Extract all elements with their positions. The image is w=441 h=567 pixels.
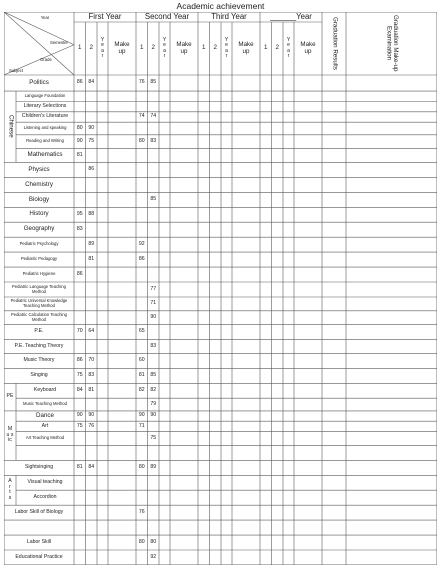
subject-label: Keyboard bbox=[33, 387, 57, 394]
subject-label: Children's Literature bbox=[21, 113, 69, 120]
grade-cell: 79 bbox=[150, 400, 157, 407]
grade-cell: 81 bbox=[88, 387, 95, 394]
grade-cell: 90 bbox=[76, 137, 83, 144]
grade-cell: 85 bbox=[150, 372, 157, 379]
subject-group-label: Chinese bbox=[7, 115, 15, 139]
page-title: Academic achievement bbox=[176, 1, 265, 11]
subject-label: Mathematics bbox=[27, 151, 63, 159]
grade-cell: 86 bbox=[76, 270, 83, 277]
semester-2-header: 2 bbox=[213, 44, 217, 52]
grade-cell: 75 bbox=[76, 422, 83, 429]
grade-cell: 80 bbox=[76, 124, 83, 131]
semester-1-header: 1 bbox=[202, 44, 206, 52]
year-total-header: Y e a r bbox=[162, 37, 167, 59]
subject-label: P.E. bbox=[34, 328, 44, 335]
grade-cell: 83 bbox=[150, 137, 157, 144]
grade-cell: 80 bbox=[138, 137, 145, 144]
subject-label: Dance bbox=[36, 411, 54, 419]
subject-label: Physics bbox=[28, 165, 50, 173]
grade-cell: 60 bbox=[138, 357, 145, 364]
grade-cell: 70 bbox=[76, 328, 83, 335]
grade-cell: 81 bbox=[88, 255, 95, 262]
grade-cell: 86 bbox=[76, 357, 83, 364]
grade-cell: 81 bbox=[76, 464, 83, 471]
grade-cell: 90 bbox=[150, 412, 157, 419]
subject-label: Labor Skill bbox=[26, 538, 52, 545]
subject-label: Labor Skill of Biology bbox=[14, 508, 64, 515]
year-header: Third Year bbox=[211, 12, 247, 21]
subject-label: Accordion bbox=[33, 493, 57, 500]
grade-cell: 86 bbox=[76, 79, 83, 86]
grade-cell: 81 bbox=[76, 151, 83, 158]
subject-label: Pediatric Universal Knowledge Teaching Method bbox=[10, 298, 68, 308]
subject-group-label: A r t s bbox=[8, 478, 12, 501]
grade-cell: 76 bbox=[138, 79, 145, 86]
subject-label: Politics bbox=[29, 78, 49, 86]
subject-label: Educational Practice bbox=[15, 553, 63, 560]
subject-label: Reading and Writing bbox=[26, 138, 64, 144]
semester-2-header: 2 bbox=[89, 44, 93, 52]
grade-cell: 71 bbox=[150, 300, 157, 307]
subject-label: Pediatric Hygiene bbox=[22, 271, 56, 277]
grade-cell: 80 bbox=[138, 538, 145, 545]
grade-cell: 88 bbox=[88, 211, 95, 218]
grade-cell: 64 bbox=[88, 328, 95, 335]
makeup-header: Make up bbox=[238, 41, 254, 55]
grade-cell: 95 bbox=[76, 211, 83, 218]
subject-label: Music Teaching Method bbox=[23, 401, 67, 407]
grade-cell: 76 bbox=[138, 508, 145, 515]
subject-label: Art bbox=[41, 422, 49, 429]
grade-cell: 81 bbox=[138, 372, 145, 379]
year-total-header: Y e a r bbox=[286, 37, 291, 59]
semester-1-header: 1 bbox=[264, 44, 268, 52]
grade-cell: 74 bbox=[150, 113, 157, 120]
achievement-table bbox=[4, 12, 437, 565]
semester-1-header: 1 bbox=[78, 44, 82, 52]
graduation-results-header: Graduation Results bbox=[331, 17, 339, 70]
grade-cell: 84 bbox=[88, 464, 95, 471]
subject-label bbox=[17, 445, 73, 460]
subject-label: Art Teaching Method bbox=[25, 435, 65, 441]
subject-label: Singing bbox=[30, 372, 48, 379]
subject-label: Geography bbox=[23, 225, 55, 233]
grade-cell: 71 bbox=[138, 422, 145, 429]
graduation-makeup-header: Graduation Make-up Examination bbox=[385, 15, 399, 72]
grade-cell: 90 bbox=[138, 412, 145, 419]
grade-cell: 86 bbox=[138, 255, 145, 262]
subject-label: Language Foundation bbox=[24, 93, 66, 99]
grade-cell: 76 bbox=[88, 422, 95, 429]
corner-year-label: Year bbox=[40, 15, 50, 20]
grade-cell: 80 bbox=[138, 464, 145, 471]
subject-label: Literary Selections bbox=[23, 102, 67, 109]
subject-label: Pediatric Language Teaching Method bbox=[12, 284, 66, 294]
grade-cell: 83 bbox=[88, 372, 95, 379]
subject-label: Listening and speaking bbox=[23, 125, 67, 131]
year-total-header: Y e a r bbox=[100, 37, 105, 59]
grade-cell: 90 bbox=[88, 412, 95, 419]
grade-cell: 85 bbox=[150, 79, 157, 86]
grade-cell: 92 bbox=[150, 553, 157, 560]
grade-cell: 77 bbox=[150, 285, 157, 292]
subject-label: Biology bbox=[28, 195, 50, 203]
grade-cell: 89 bbox=[150, 464, 157, 471]
grade-cell: 90 bbox=[150, 313, 157, 320]
grade-cell: 89 bbox=[88, 240, 95, 247]
subject-group-label: M u s ic bbox=[6, 426, 14, 444]
makeup-header: Make up bbox=[176, 41, 192, 55]
subject-label: Chemistry bbox=[25, 180, 53, 188]
grade-cell: 70 bbox=[88, 357, 95, 364]
grade-cell: 75 bbox=[76, 372, 83, 379]
subject-label bbox=[5, 520, 73, 535]
subject-label: Pediatric Pedagogy bbox=[20, 256, 58, 262]
semester-2-header: 2 bbox=[275, 44, 279, 52]
grade-cell: 82 bbox=[138, 387, 145, 394]
corner-semester-label: Semester bbox=[50, 40, 68, 45]
grade-cell: 75 bbox=[150, 434, 157, 441]
grade-cell: 75 bbox=[88, 137, 95, 144]
subject-label: Music Theory bbox=[23, 357, 55, 364]
subject-label: Pediatric Psychology bbox=[19, 241, 59, 247]
corner-grade-label: Grade bbox=[40, 57, 52, 62]
grade-cell: 85 bbox=[150, 196, 157, 203]
makeup-header: Make up bbox=[114, 41, 130, 55]
subject-label: P.E. Teaching Theory bbox=[14, 342, 64, 349]
grade-cell: 86 bbox=[88, 166, 95, 173]
year-header: Second Year bbox=[144, 12, 190, 21]
corner-subject-label: Subject bbox=[9, 68, 23, 73]
year-header: First Year bbox=[88, 12, 122, 21]
year-header: ______Year bbox=[270, 12, 312, 21]
grade-cell: 90 bbox=[76, 412, 83, 419]
grade-cell: 74 bbox=[138, 113, 145, 120]
grade-cell: 65 bbox=[138, 328, 145, 335]
grade-cell: 83 bbox=[76, 225, 83, 232]
subject-label: History bbox=[29, 210, 49, 218]
subject-label: Sightsinging bbox=[24, 464, 54, 471]
grade-cell: 82 bbox=[150, 387, 157, 394]
grade-cell: 80 bbox=[150, 538, 157, 545]
subject-group-label: PE bbox=[6, 393, 14, 400]
year-total-header: Y e a r bbox=[224, 37, 229, 59]
grade-cell: 84 bbox=[76, 387, 83, 394]
grade-cell: 92 bbox=[138, 240, 145, 247]
grade-cell: 90 bbox=[88, 124, 95, 131]
makeup-header: Make up bbox=[300, 41, 316, 55]
subject-label: Pediatric Calculation Teaching Method bbox=[10, 312, 68, 322]
semester-2-header: 2 bbox=[151, 44, 155, 52]
grade-cell: 84 bbox=[88, 79, 95, 86]
grade-cell: 83 bbox=[150, 342, 157, 349]
semester-1-header: 1 bbox=[140, 44, 144, 52]
subject-label: Visual teaching bbox=[27, 479, 63, 486]
